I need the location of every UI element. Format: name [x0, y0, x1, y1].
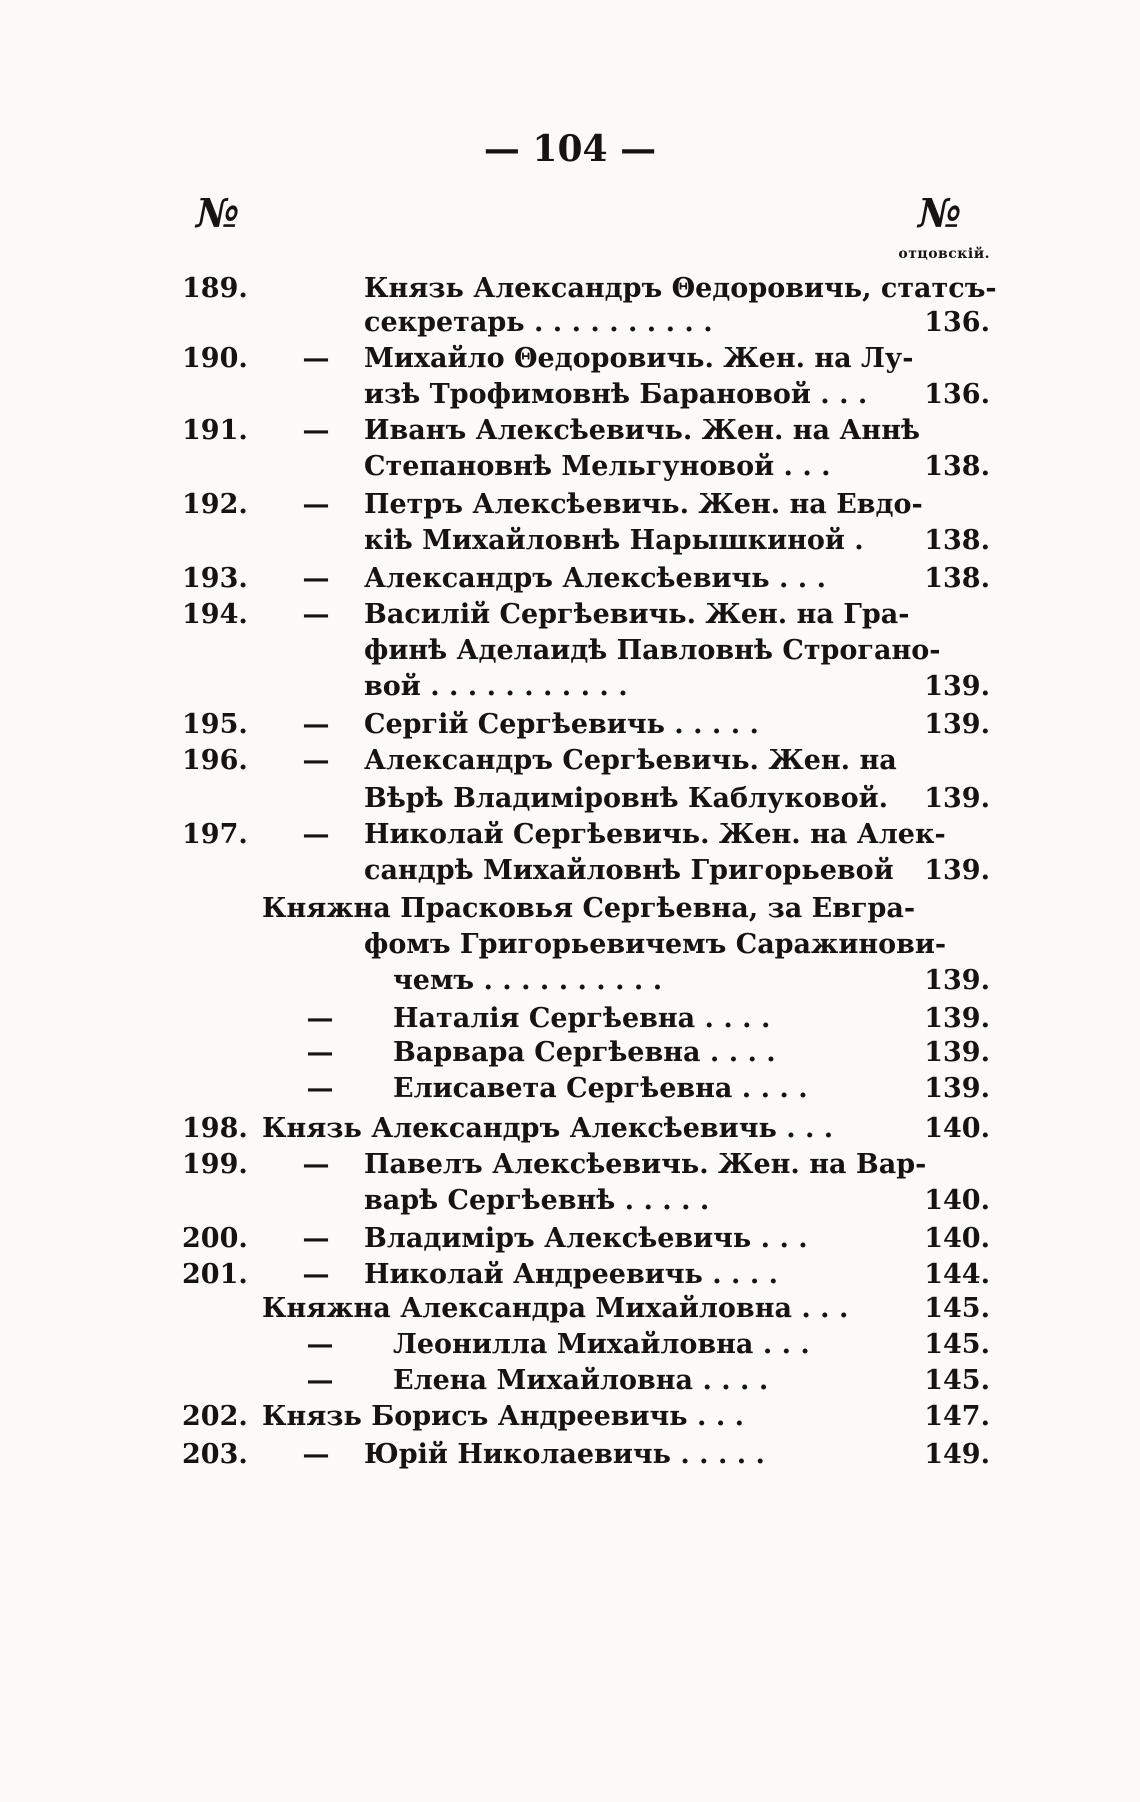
entry-page-ref: 136.	[924, 307, 990, 338]
entry-text: Леонилла Михайловна . . .	[393, 1329, 810, 1360]
entry-text: Александръ Алексѣевичь . . .	[364, 563, 826, 594]
entry-number: 202.	[182, 1401, 248, 1432]
entry-dash: —	[302, 563, 330, 594]
entry-dash: —	[306, 1073, 334, 1104]
entry-line	[0, 740, 1140, 782]
entry-number: 203.	[182, 1439, 248, 1470]
entry-line	[0, 1180, 1140, 1222]
entry-line	[0, 1396, 1140, 1438]
entry-text: Николай Сергѣевичь. Жен. на Алек-	[364, 819, 946, 850]
entry-dash: —	[302, 1149, 330, 1180]
entry-text: чемъ . . . . . . . . . .	[393, 965, 663, 996]
entry-number: 199.	[182, 1149, 248, 1180]
entry-dash: —	[302, 745, 330, 776]
entry-text: Наталія Сергѣевна . . . .	[393, 1003, 771, 1034]
entry-page-ref: 139.	[924, 1037, 990, 1068]
entry-dash: —	[302, 1223, 330, 1254]
entry-text: Николай Андреевичь . . . .	[364, 1259, 779, 1290]
entry-dash: —	[306, 1329, 334, 1360]
entry-number: 192.	[182, 489, 248, 520]
entry-text: Князь Борисъ Андреевичь . . .	[262, 1401, 745, 1432]
entry-page-ref: 145.	[924, 1329, 990, 1360]
entry-text: Юрій Николаевичь . . . . .	[364, 1439, 765, 1470]
entry-page-ref: 139.	[924, 855, 990, 886]
entry-line	[0, 446, 1140, 488]
entry-page-ref: 145.	[924, 1293, 990, 1324]
entry-text: Степановнѣ Мельгуновой . . .	[364, 451, 831, 482]
entry-text: Василій Сергѣевичь. Жен. на Гра-	[364, 599, 910, 630]
entry-text: Сергій Сергѣевичь . . . . .	[364, 709, 759, 740]
entry-text: Александръ Сергѣевичь. Жен. на	[364, 745, 897, 776]
entry-page-ref: 139.	[924, 709, 990, 740]
entry-page-ref: 138.	[924, 563, 990, 594]
entry-text: кіѣ Михайловнѣ Нарышкиной .	[364, 525, 864, 556]
entry-dash: —	[302, 819, 330, 850]
entry-line	[0, 666, 1140, 708]
entry-line	[0, 520, 1140, 562]
entry-line	[0, 1434, 1140, 1476]
entry-dash: —	[302, 489, 330, 520]
entry-line	[0, 960, 1140, 1002]
entry-page-ref: 147.	[924, 1401, 990, 1432]
entry-text: сандрѣ Михайловнѣ Григорьевой	[364, 855, 894, 886]
entry-page-ref: 139.	[924, 671, 990, 702]
entry-line	[0, 850, 1140, 892]
entry-text: секретарь . . . . . . . . . .	[364, 307, 713, 338]
entry-page-ref: 139.	[924, 965, 990, 996]
entry-dash: —	[302, 415, 330, 446]
entry-text: Варвара Сергѣевна . . . .	[393, 1037, 776, 1068]
entry-page-ref: 139.	[924, 1073, 990, 1104]
column-subheading: отцовскій.	[898, 246, 990, 262]
entry-number: 196.	[182, 745, 248, 776]
entry-text: Князь Александръ Алексѣевичь . . .	[262, 1113, 834, 1144]
entry-page-ref: 139.	[924, 1003, 990, 1034]
entry-page-ref: 139.	[924, 783, 990, 814]
entry-text: финѣ Аделаидѣ Павловнѣ Строгано-	[364, 635, 941, 666]
entry-dash: —	[306, 1365, 334, 1396]
entry-text: Иванъ Алексѣевичь. Жен. на Аннѣ	[364, 415, 920, 446]
entry-page-ref: 136.	[924, 379, 990, 410]
entry-number: 191.	[182, 415, 248, 446]
page-number: — 104 —	[483, 128, 657, 170]
entry-text: Князь Александръ Θедоровичь, статсъ-	[364, 273, 997, 304]
entry-text: Павелъ Алексѣевичь. Жен. на Вар-	[364, 1149, 927, 1180]
entry-dash: —	[302, 709, 330, 740]
entry-page-ref: 138.	[924, 525, 990, 556]
entry-dash: —	[302, 1439, 330, 1470]
entry-page-ref: 144.	[924, 1259, 990, 1290]
entry-text: Княжна Прасковья Сергѣевна, за Евгра-	[262, 893, 916, 924]
entry-number: 201.	[182, 1259, 248, 1290]
entry-text: вой . . . . . . . . . . .	[364, 671, 628, 702]
entry-text: изѣ Трофимовнѣ Барановой . . .	[364, 379, 868, 410]
entry-dash: —	[302, 343, 330, 374]
entry-page-ref: 145.	[924, 1365, 990, 1396]
entry-number: 198.	[182, 1113, 248, 1144]
entry-page-ref: 140.	[924, 1113, 990, 1144]
entry-number: 189.	[182, 273, 248, 304]
entry-dash: —	[302, 599, 330, 630]
entry-page-ref: 140.	[924, 1223, 990, 1254]
entry-dash: —	[306, 1003, 334, 1034]
entry-number: 200.	[182, 1223, 248, 1254]
entry-page-ref: 149.	[924, 1439, 990, 1470]
entry-text: Елена Михайловна . . . .	[393, 1365, 769, 1396]
entry-text: Елисавета Сергѣевна . . . .	[393, 1073, 808, 1104]
entry-text: Владиміръ Алексѣевичь . . .	[364, 1223, 808, 1254]
entry-page-ref: 138.	[924, 451, 990, 482]
entry-number: 194.	[182, 599, 248, 630]
number-sign-left: №	[196, 190, 240, 237]
entry-line	[0, 1068, 1140, 1110]
entry-text: Михайло Θедоровичь. Жен. на Лу-	[364, 343, 914, 374]
entry-text: Петръ Алексѣевичь. Жен. на Евдо-	[364, 489, 923, 520]
entry-text: Княжна Александра Михайловна . . .	[262, 1293, 849, 1324]
entry-dash: —	[306, 1037, 334, 1068]
entry-text: фомъ Григорьевичемъ Саражинови-	[364, 929, 947, 960]
entry-text: варѣ Сергѣевнѣ . . . . .	[364, 1185, 710, 1216]
number-sign-right: №	[918, 190, 962, 237]
entry-dash: —	[302, 1259, 330, 1290]
entry-text: Вѣрѣ Владиміровнѣ Каблуковой.	[364, 783, 889, 814]
entry-number: 193.	[182, 563, 248, 594]
entry-page-ref: 140.	[924, 1185, 990, 1216]
entry-number: 195.	[182, 709, 248, 740]
entry-number: 190.	[182, 343, 248, 374]
entry-number: 197.	[182, 819, 248, 850]
